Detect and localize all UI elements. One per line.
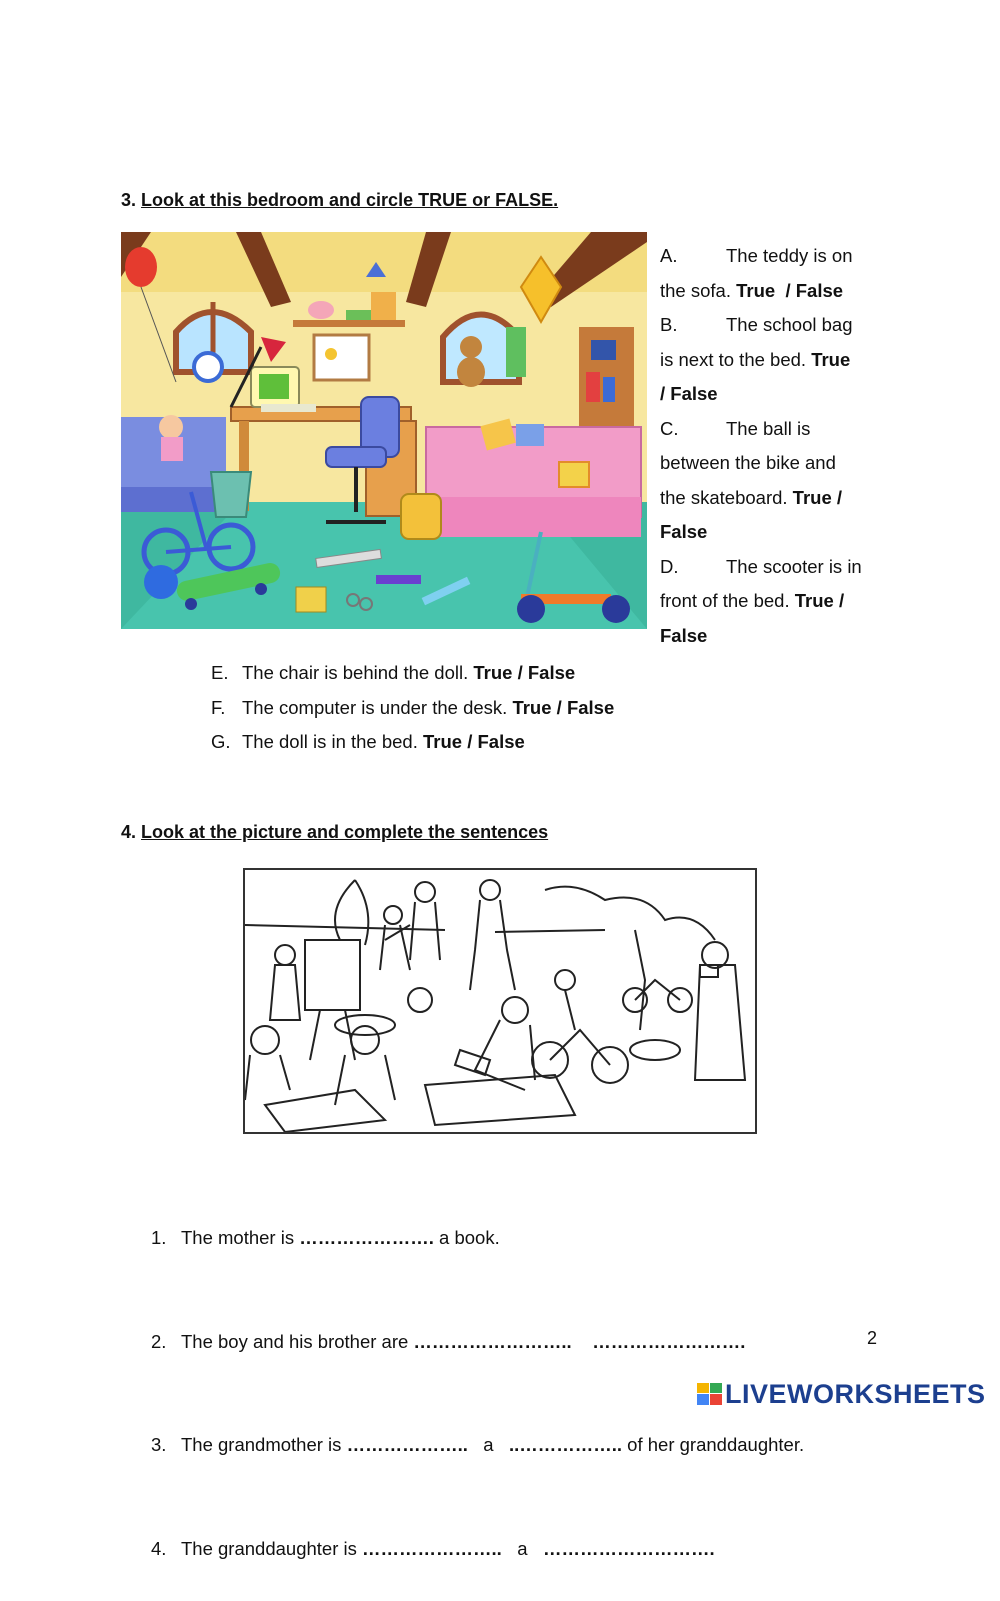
question-letter: D. <box>660 555 679 577</box>
true-false-answer[interactable]: True / False <box>512 696 615 718</box>
question-g <box>211 725 614 760</box>
question-c <box>660 412 890 550</box>
section-title: Look at the picture and complete the sentences <box>141 822 549 842</box>
true-answer[interactable]: True <box>811 348 851 370</box>
question-text: is next to the bed. <box>660 348 807 370</box>
true-answer[interactable]: True / <box>792 486 843 508</box>
park-illustration <box>243 868 757 1134</box>
question-text: The school bag <box>726 314 853 335</box>
question-letter: F. <box>211 696 226 718</box>
sentence-4 <box>151 1532 804 1567</box>
question-text: front of the bed. <box>660 590 790 611</box>
sentence-1 <box>151 1221 804 1256</box>
question-text: The teddy is on <box>726 245 853 266</box>
bedroom-drawing <box>121 232 647 629</box>
section-4-sentences <box>151 1152 804 1601</box>
sentence-3 <box>151 1428 804 1463</box>
sentence-text: The granddaughter is <box>181 1537 363 1559</box>
false-answer[interactable]: False <box>660 624 708 646</box>
question-letter: G. <box>211 731 231 752</box>
brand-name: LIVEWORKSHEETS <box>725 1378 986 1409</box>
question-d <box>660 550 890 654</box>
section-number: 4. <box>121 822 137 842</box>
answer-blank[interactable]: ……………………. <box>592 1330 746 1352</box>
question-text: The scooter is in <box>726 555 862 577</box>
question-text: between the bike and <box>660 452 836 473</box>
sentence-text: The grandmother is <box>181 1434 347 1455</box>
question-a <box>660 239 890 308</box>
answer-blank[interactable]: …………………. <box>299 1227 434 1248</box>
questions-e-g <box>211 656 614 760</box>
sentence-text: a <box>501 1537 543 1559</box>
true-answer[interactable]: True / <box>794 590 845 611</box>
answer-blank[interactable]: ………………….. <box>362 1537 502 1559</box>
question-text: The computer is under the desk. <box>242 696 508 718</box>
sentence-number: 3. <box>151 1434 167 1455</box>
answer-blank[interactable]: …………………….. <box>413 1330 572 1352</box>
question-text: the sofa. <box>660 279 731 301</box>
question-f <box>211 691 614 726</box>
answer-blank[interactable]: ………………………. <box>542 1537 715 1559</box>
question-text: The doll is in the bed. <box>242 731 418 752</box>
question-b <box>660 308 890 412</box>
sentence-text <box>572 1331 593 1352</box>
bedroom-illustration <box>121 232 647 629</box>
sentence-text: The boy and his brother are <box>181 1330 414 1352</box>
question-letter: A. <box>660 245 678 266</box>
liveworksheets-logo[interactable] <box>697 1378 986 1410</box>
false-answer[interactable]: / False <box>660 383 718 404</box>
true-false-answer[interactable]: True / False <box>736 279 844 301</box>
true-false-answer[interactable]: True / False <box>473 662 576 683</box>
sentence-text: a book. <box>433 1227 500 1248</box>
false-answer[interactable]: False <box>660 521 708 542</box>
question-text: The chair is behind the doll. <box>242 662 469 683</box>
section-4-heading <box>121 822 548 843</box>
answer-blank[interactable]: ……………….. <box>346 1434 468 1455</box>
page-number: 2 <box>867 1328 878 1348</box>
park-drawing <box>245 870 755 1132</box>
sentence-2 <box>151 1325 804 1360</box>
sentence-number: 4. <box>151 1537 167 1559</box>
question-letter: E. <box>211 662 229 683</box>
section-title: Look at this bedroom and circle TRUE or FALSE. <box>141 190 559 210</box>
question-text: the skateboard. <box>660 486 788 508</box>
questions-a-d <box>660 239 890 653</box>
section-number: 3. <box>121 190 137 210</box>
section-3-heading <box>121 190 558 211</box>
true-false-answer[interactable]: True / False <box>423 731 525 752</box>
sentence-number: 2. <box>151 1330 167 1352</box>
answer-blank[interactable]: ..…………….. <box>508 1434 623 1455</box>
sentence-text: The mother is <box>181 1227 300 1248</box>
sentence-text: of her granddaughter. <box>622 1434 805 1455</box>
sentence-number: 1. <box>151 1227 167 1248</box>
question-e <box>211 656 614 691</box>
liveworksheets-logo-icon <box>697 1381 723 1407</box>
question-letter: C. <box>660 417 679 439</box>
sentence-text: a <box>467 1434 509 1455</box>
question-letter: B. <box>660 314 678 335</box>
question-text: The ball is <box>726 417 811 439</box>
